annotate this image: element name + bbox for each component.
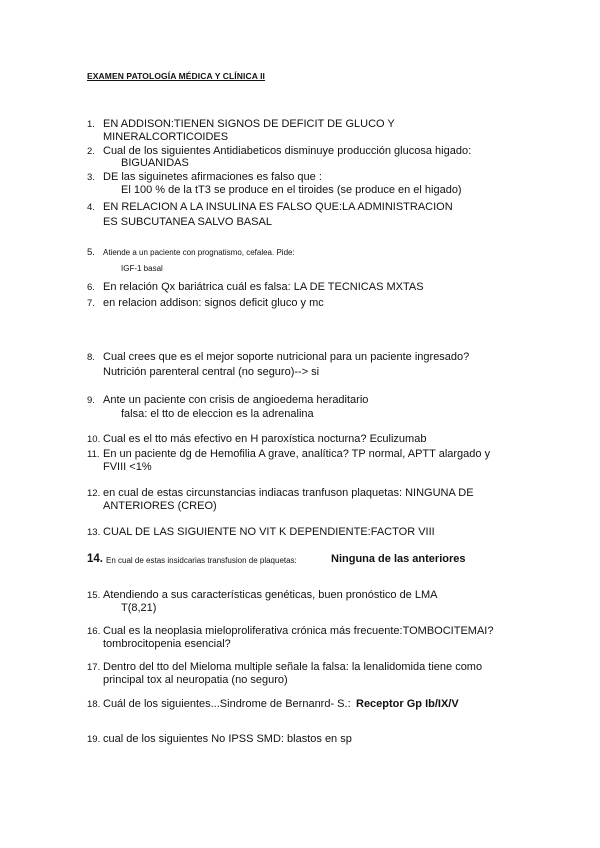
item-number: 18. [87,699,101,710]
item-number: 13. [87,527,101,538]
item-text: DE las siguinetes afirmaciones es falso que : [103,171,322,183]
item-text: Cual es el tto más efectivo en H paroxística nocturna? Eculizumab [103,433,427,445]
item-text: Cual de los siguientes Antidiabeticos disminuye producción glucosa higado: [103,145,472,157]
item-text: ES SUBCUTANEA SALVO BASAL [103,216,272,228]
item-text: Cual crees que es el mejor soporte nutricional para un paciente ingresado? [103,351,470,363]
item-text: Cuál de los siguientes...Sindrome de Bernanrd- S.: [103,698,351,710]
item-text: tombrocitopenia esencial? [103,638,231,650]
item-number: 8. [87,352,95,363]
item-text: CUAL DE LAS SIGUIENTE NO VIT K DEPENDIENTE:FACTOR VIII [103,526,435,538]
item-answer: T(8,21) [121,602,157,614]
item-answer: IGF-1 basal [121,264,163,273]
item-number: 9. [87,395,95,406]
item-answer: Ninguna de las anteriores [331,553,466,565]
item-number: 12. [87,488,101,499]
item-text: FVIII <1% [103,461,152,473]
item-number: 7. [87,298,95,309]
item-number: 15. [87,590,101,601]
item-number: 16. [87,626,101,637]
item-text: En relación Qx bariátrica cuál es falsa: LA DE TECNICAS MXTAS [103,281,424,293]
item-text: Dentro del tto del Mieloma multiple señale la falsa: la lenalidomida tiene como [103,661,483,673]
item-text: Ante un paciente con crisis de angioedema heraditario [103,394,369,406]
item-number: 17. [87,662,101,673]
item-text: EN RELACION A LA INSULINA ES FALSO QUE:LA ADMINISTRACION [103,201,453,213]
item-text: En cual de estas insidcarias transfusion de plaquetas: [106,556,297,565]
item-number: 10. [87,434,101,445]
item-text: Nutrición parenteral central (no seguro)--> si [103,366,320,378]
item-number: 2. [87,146,95,157]
item-text: Cual es la neoplasia mieloproliferativa crónica más frecuente:TOMBOCITEMAI? [103,625,494,637]
item-number: 14. [87,553,103,565]
item-number: 5. [87,247,95,258]
item-text: en cual de estas circunstancias indiacas tranfuson plaquetas: NINGUNA DE [103,487,474,499]
item-answer: falsa: el tto de eleccion es la adrenalina [121,408,314,420]
item-text: en relacion addison: signos deficit gluco y mc [103,297,324,309]
item-text: principal tox al neuropatia (no seguro) [103,674,288,686]
item-number: 19. [87,734,101,745]
item-text: Atendiendo a sus características genéticas, buen pronóstico de LMA [103,589,438,601]
item-text: EN ADDISON:TIENEN SIGNOS DE DEFICIT DE GLUCO Y [103,118,395,130]
document-title: EXAMEN PATOLOGÍA MÉDICA Y CLÍNICA II [87,71,266,81]
item-number: 11. [87,449,100,460]
item-text: En un paciente dg de Hemofilia A grave, analítica? TP normal, APTT alargado y [103,448,491,460]
item-answer: BIGUANIDAS [121,157,189,169]
item-number: 6. [87,282,95,293]
item-number: 4. [87,202,95,213]
item-answer: El 100 % de la tT3 se produce en el tiroides (se produce en el higado) [121,184,462,196]
item-answer: Receptor Gp Ib/IX/V [356,698,459,710]
item-text: MINERALCORTICOIDES [103,131,229,143]
item-text: ANTERIORES (CREO) [103,500,217,512]
item-number: 1. [87,119,95,130]
item-text: Atiende a un paciente con prognatismo, cefalea. Pide: [103,248,295,257]
item-text: cual de los siguientes No IPSS SMD: blastos en sp [103,733,352,745]
item-number: 3. [87,172,95,183]
